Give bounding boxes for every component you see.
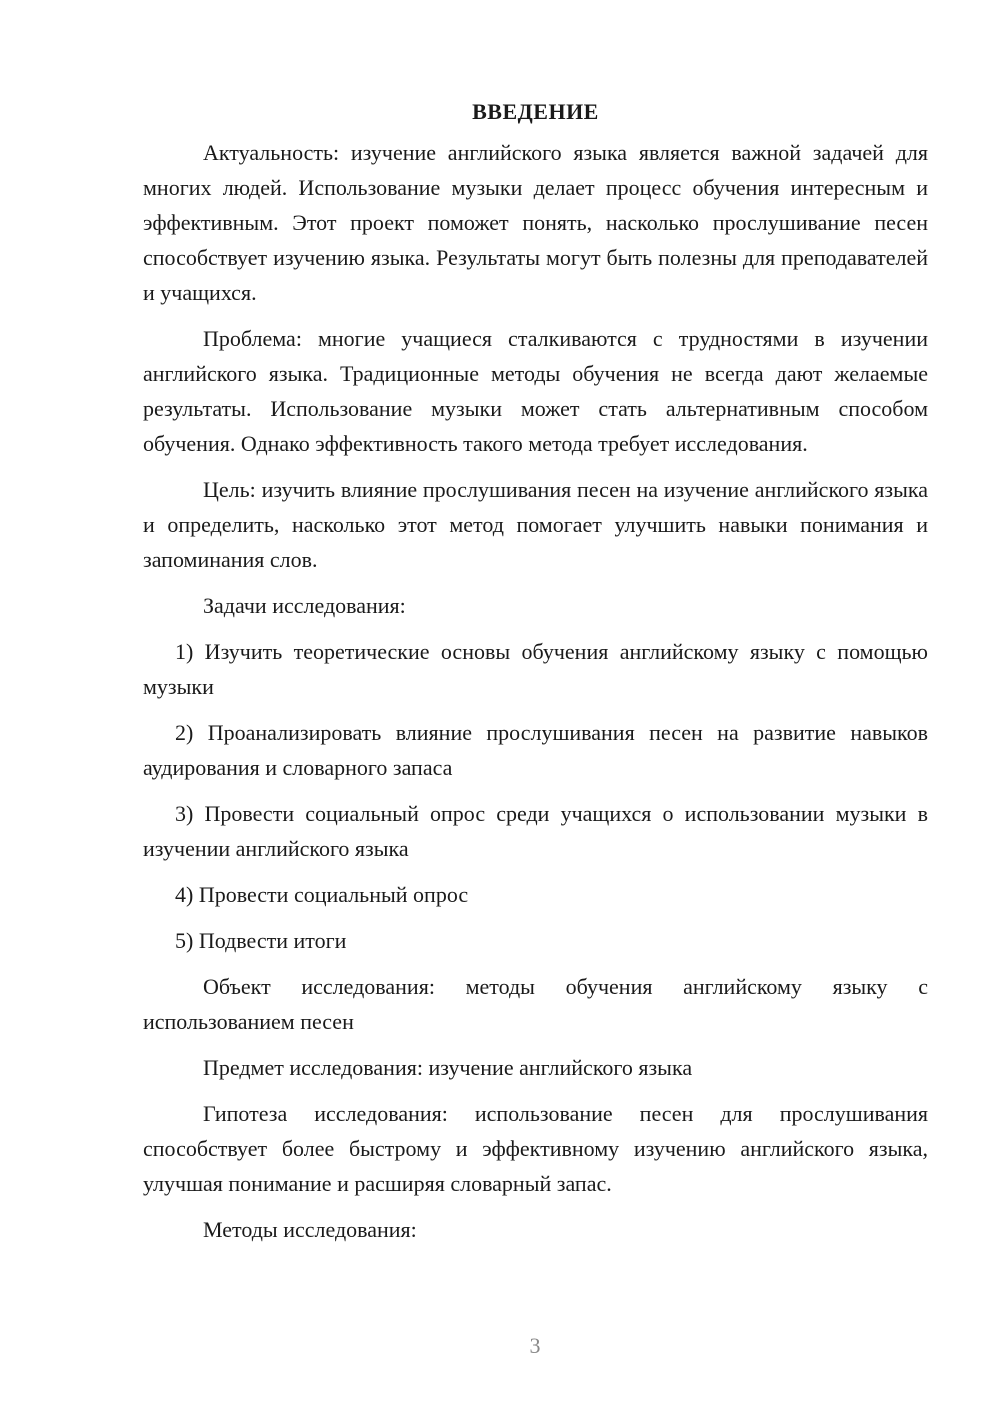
task-item-2: 2) Проанализировать влияние прослушивания песен на развитие навыков аудирования и словарного запаса	[143, 720, 928, 780]
page-number: 3	[529, 1333, 541, 1358]
goal-paragraph: Цель: изучить влияние прослушивания песен на изучение английского языка и определить, насколько этот метод помогает улучшить навыки понимания и запоминания слов.	[143, 477, 928, 572]
task-item-3: 3) Провести социальный опрос среди учащихся о использовании музыки в изучении английского языка	[143, 801, 928, 861]
subject-paragraph: Предмет исследования: изучение английского языка	[203, 1055, 693, 1080]
methods-heading: Методы исследования:	[203, 1217, 417, 1242]
task-item-4: 4) Провести социальный опрос	[175, 882, 469, 907]
hypothesis-paragraph: Гипотеза исследования: использование песен для прослушивания способствует более быстрому и эффективному изучению английского языка, улучшая понимание и расширяя словарный запас.	[143, 1101, 928, 1196]
problem-paragraph: Проблема: многие учащиеся сталкиваются с трудностями в изучении английского языка. Традиционные методы обучения не всегда дают желаемые результаты. Использование музыки может стать альтернативным способом обучения. Однако эффективность такого метода требует исследования.	[143, 326, 928, 456]
tasks-heading: Задачи исследования:	[203, 593, 406, 618]
section-title: ВВЕДЕНИЕ	[472, 99, 599, 124]
document-page	[143, 94, 928, 1258]
task-item-5: 5) Подвести итоги	[175, 928, 347, 953]
task-item-1: 1) Изучить теоретические основы обучения английскому языку с помощью музыки	[143, 639, 928, 699]
relevance-paragraph: Актуальность: изучение английского языка является важной задачей для многих людей. Использование музыки делает процесс обучения интересным и эффективным. Этот проект поможет понять, насколько прослушивание песен способствует изучению языка. Результаты могут быть полезны для преподавателей и учащихся.	[143, 140, 928, 305]
object-paragraph: Объект исследования: методы обучения английскому языку с использованием песен	[143, 974, 928, 1034]
